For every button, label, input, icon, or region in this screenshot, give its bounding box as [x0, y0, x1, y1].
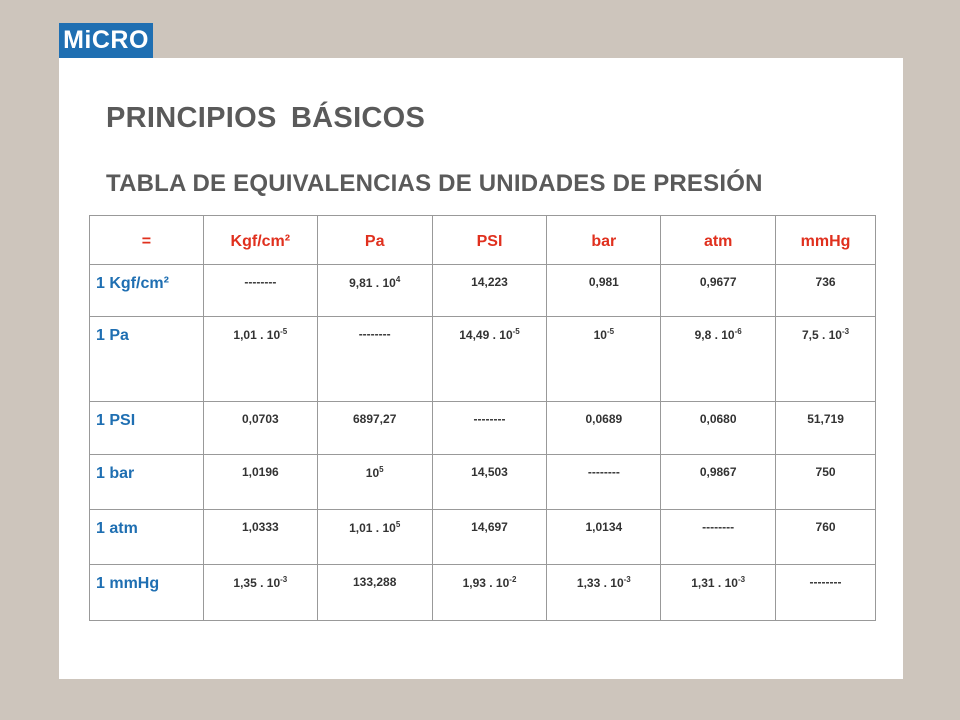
table-cell [317, 510, 432, 565]
row-header: 1 atm [90, 510, 204, 565]
table-cell [776, 510, 876, 565]
cell-value: 1,01 . 10 [233, 328, 281, 342]
table-cell [661, 402, 776, 455]
table-cell [317, 265, 432, 317]
micro-logo: MiCRO [59, 23, 153, 58]
cell-value: 1,35 . 10 [233, 576, 281, 590]
table-cell [203, 565, 317, 621]
cell-exponent: -3 [841, 327, 850, 336]
table-cell [432, 455, 547, 510]
table-cell [203, 510, 317, 565]
column-header: bar [547, 216, 661, 265]
table-row [90, 455, 876, 510]
table-cell [432, 317, 547, 402]
cell-exponent: -5 [512, 327, 520, 336]
table-header-row [90, 216, 876, 265]
page-title: PRINCIPIOS BÁSICOS [106, 102, 426, 134]
table-row [90, 402, 876, 455]
cell-exponent: -5 [280, 327, 288, 336]
table-row [90, 265, 876, 317]
table-cell [661, 565, 776, 621]
table-row [90, 565, 876, 621]
row-header: 1 bar [90, 455, 204, 510]
cell-value: 0,9677 [699, 275, 737, 289]
cell-value: 0,0703 [241, 412, 279, 426]
cell-exponent: -6 [734, 327, 742, 336]
cell-value: 1,01 . 10 [349, 521, 396, 535]
cell-value: 1,31 . 10 [691, 576, 738, 590]
table-cell [203, 402, 317, 455]
cell-exponent: 5 [395, 520, 401, 529]
table-cell [317, 455, 432, 510]
table-cell [317, 317, 432, 402]
column-header: Kgf/cm² [203, 216, 317, 265]
cell-value: -------- [244, 275, 277, 289]
cell-value: 10 [593, 328, 607, 342]
cell-value: 14,49 . 10 [459, 328, 513, 342]
cell-value: 760 [815, 520, 836, 534]
table-cell [432, 265, 547, 317]
cell-exponent: -3 [737, 575, 746, 584]
cell-value: 133,288 [352, 575, 397, 589]
cell-value: 14,697 [471, 520, 508, 534]
table-row [90, 510, 876, 565]
table-cell [661, 455, 776, 510]
table-cell [432, 402, 547, 455]
table-cell [661, 265, 776, 317]
table-cell [317, 402, 432, 455]
table-cell [776, 402, 876, 455]
cell-value: 0,981 [588, 275, 619, 289]
cell-value: -------- [809, 575, 842, 589]
table-cell [547, 402, 661, 455]
table-cell [776, 265, 876, 317]
cell-value: 9,8 . 10 [694, 328, 735, 342]
cell-value: 51,719 [807, 412, 844, 426]
cell-value: -------- [702, 520, 735, 534]
table-cell [203, 265, 317, 317]
table-cell [547, 317, 661, 402]
column-header: mmHg [776, 216, 876, 265]
table-cell [776, 565, 876, 621]
cell-value: 1,33 . 10 [576, 576, 624, 590]
row-header: 1 Kgf/cm² [90, 265, 204, 317]
cell-value: 14,223 [471, 275, 508, 289]
row-header: 1 PSI [90, 402, 204, 455]
cell-value: 6897,27 [352, 412, 397, 426]
table-cell [203, 317, 317, 402]
page-subtitle: TABLA DE EQUIVALENCIAS DE UNIDADES DE PRESIÓN [106, 170, 763, 197]
column-header: atm [661, 216, 776, 265]
table-row [90, 317, 876, 402]
column-header: Pa [317, 216, 432, 265]
cell-value: 1,93 . 10 [462, 576, 510, 590]
cell-value: 0,0689 [585, 412, 623, 426]
cell-value: 10 [365, 466, 380, 480]
table-cell [661, 510, 776, 565]
cell-value: 7,5 . 10 [801, 328, 842, 342]
table-cell [432, 565, 547, 621]
cell-value: 14,503 [471, 465, 508, 479]
cell-exponent: -5 [606, 327, 615, 336]
table-corner-cell: = [90, 216, 204, 265]
cell-exponent: -3 [280, 575, 288, 584]
cell-value: 736 [815, 275, 836, 289]
table-cell [776, 455, 876, 510]
table-cell [547, 265, 661, 317]
cell-value: -------- [473, 412, 506, 426]
cell-exponent: 5 [379, 465, 384, 474]
cell-value: -------- [358, 327, 391, 341]
table-cell [661, 317, 776, 402]
cell-value: 0,0680 [699, 412, 737, 426]
cell-exponent: -3 [623, 575, 631, 584]
cell-value: -------- [587, 465, 620, 479]
cell-value: 750 [815, 465, 836, 479]
cell-value: 1,0333 [241, 520, 279, 534]
column-header: PSI [432, 216, 547, 265]
cell-value: 1,0196 [241, 465, 279, 479]
table-cell [547, 455, 661, 510]
row-header: 1 mmHg [90, 565, 204, 621]
row-header: 1 Pa [90, 317, 204, 402]
cell-exponent: 4 [395, 275, 401, 284]
pressure-equivalence-table [89, 215, 876, 621]
table-cell [432, 510, 547, 565]
table-cell [547, 510, 661, 565]
table-cell [203, 455, 317, 510]
table-cell [317, 565, 432, 621]
cell-value: 9,81 . 10 [349, 276, 396, 290]
cell-exponent: -2 [509, 575, 517, 584]
cell-value: 0,9867 [699, 465, 737, 479]
table-cell [547, 565, 661, 621]
cell-value: 1,0134 [585, 520, 623, 534]
table-cell [776, 317, 876, 402]
